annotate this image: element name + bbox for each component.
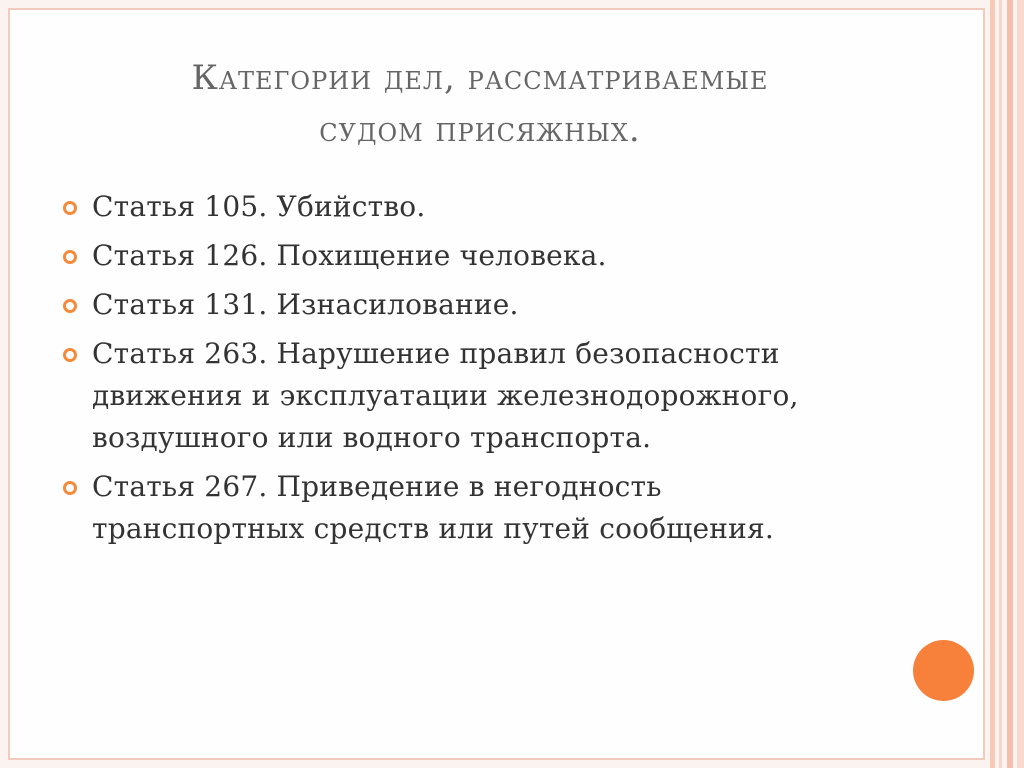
list-item (60, 186, 880, 228)
decor-stripe (999, 0, 1002, 768)
list-item-text: Статья 126. Похищение человека. (92, 239, 607, 272)
list-item-text: Статья 263. Нарушение правил безопасности движения и эксплуатации железнодорожного, воздушного или водного транспорта. (92, 337, 799, 454)
circle-bullet-icon (63, 481, 77, 495)
title-line-2: судом присяжных. (319, 110, 641, 150)
list-item (60, 235, 880, 277)
decor-stripe (1017, 0, 1024, 768)
circle-bullet-icon (63, 348, 77, 362)
decor-stripe (990, 0, 995, 768)
circle-bullet-icon (63, 299, 77, 313)
title-line-1: Категории дел, рассматриваемые (191, 58, 769, 98)
list-item (60, 333, 880, 459)
circle-bullet-icon (63, 201, 77, 215)
list-item-text: Статья 105. Убийство. (92, 190, 426, 223)
orange-circle-icon (913, 640, 974, 701)
list-item-text: Статья 131. Изнасилование. (92, 288, 519, 321)
slide-title (60, 52, 900, 156)
list-item-text: Статья 267. Приведение в негодность транспортных средств или путей сообщения. (92, 470, 774, 545)
bullet-list (60, 186, 880, 557)
list-item (60, 466, 880, 550)
circle-bullet-icon (63, 250, 77, 264)
decor-stripe (1007, 0, 1013, 768)
list-item (60, 284, 880, 326)
